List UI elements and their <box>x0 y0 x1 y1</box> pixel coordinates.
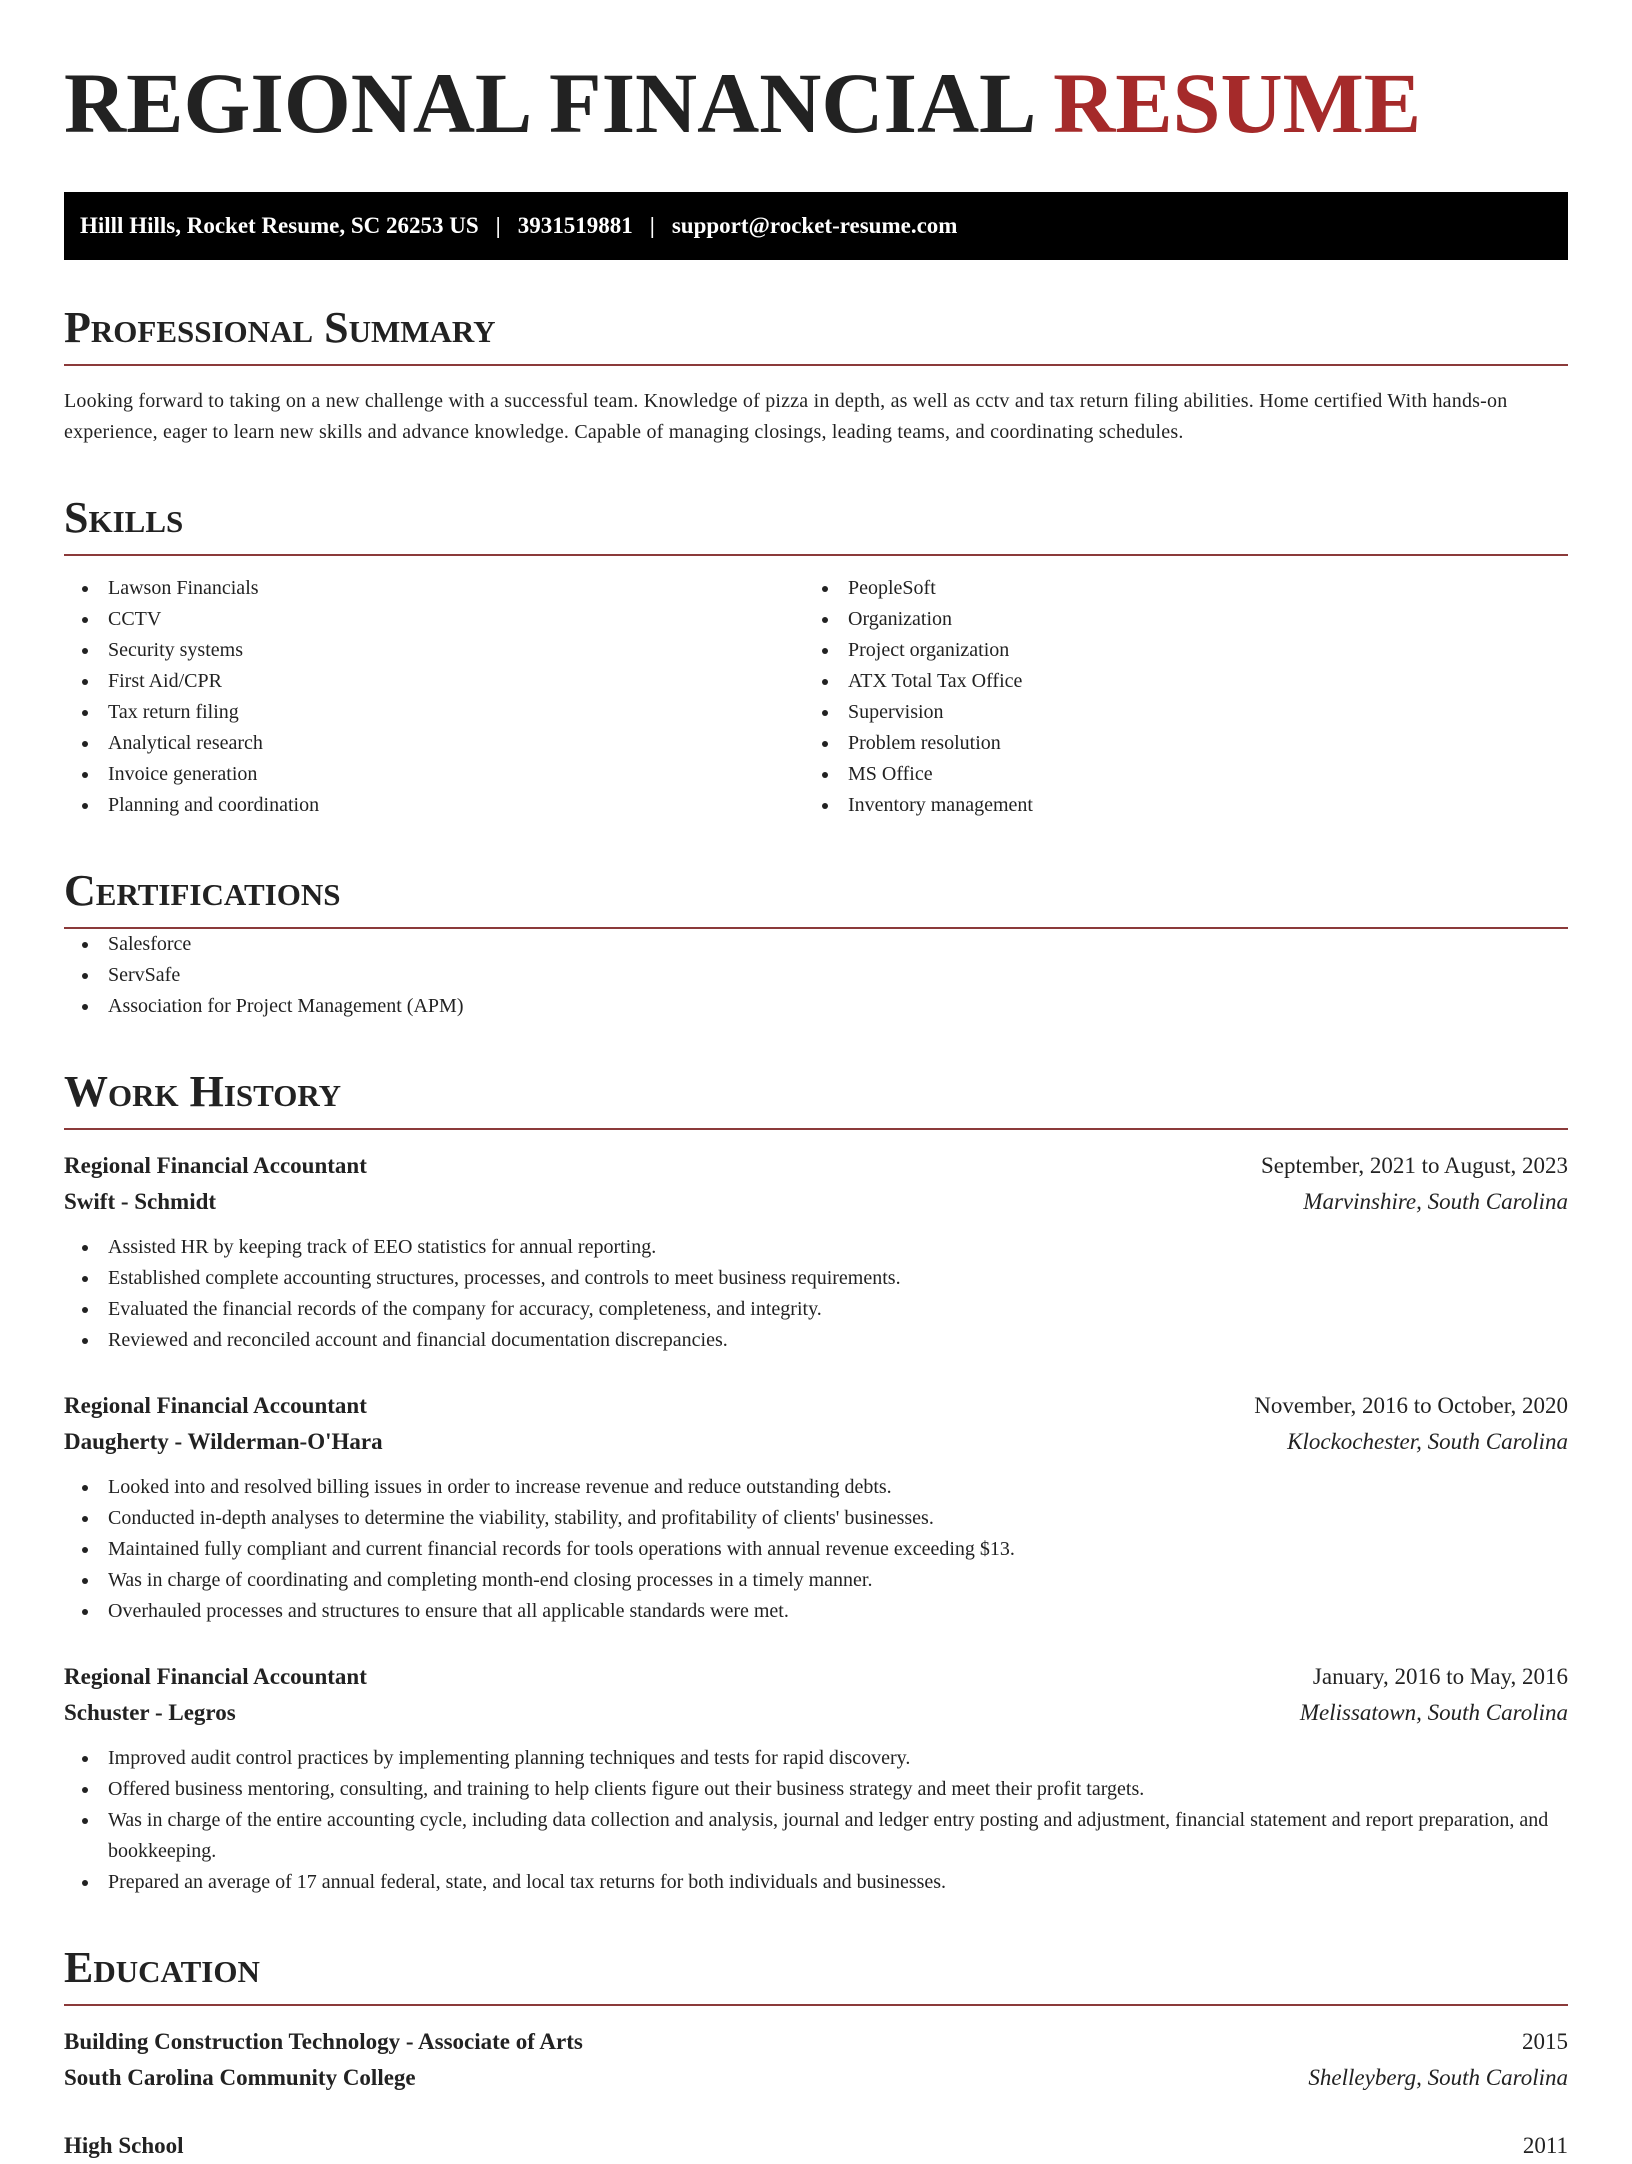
skills-columns <box>64 573 1568 821</box>
education-school-row <box>64 2060 1568 2096</box>
job-company-row <box>64 1424 1568 1460</box>
job-company-row <box>64 1184 1568 1220</box>
skill-item: Analytical research <box>64 728 804 759</box>
job-bullet: Evaluated the financial records of the company for accuracy, completeness, and integrity. <box>64 1294 1568 1325</box>
summary-heading: Professional Summary <box>64 304 1568 366</box>
skill-item: Project organization <box>804 635 1544 666</box>
job-entry <box>64 1659 1568 1898</box>
job-bullet: Reviewed and reconciled account and financial documentation discrepancies. <box>64 1325 1568 1356</box>
job-bullet: Prepared an average of 17 annual federal, state, and local tax returns for both individuals and businesses. <box>64 1867 1568 1898</box>
job-entry <box>64 1148 1568 1356</box>
skill-item: Planning and coordination <box>64 790 804 821</box>
job-header-row <box>64 1148 1568 1184</box>
summary-text: Looking forward to taking on a new challenge with a successful team. Knowledge of pizza in depth, as well as cctv and tax return filing abilities. Home certified With hands-on experience, eager to learn new skills and advance knowledge. Capable of managing closings, leading teams, and coordinating schedules. <box>64 390 1508 443</box>
certifications-list <box>64 929 1568 1022</box>
certification-item: Association for Project Management (APM) <box>64 991 1568 1022</box>
job-dates: November, 2016 to October, 2020 <box>1254 1393 1568 1418</box>
job-entry <box>64 1388 1568 1627</box>
job-location: Klockochester, South Carolina <box>1287 1429 1568 1454</box>
job-title: Regional Financial Accountant <box>64 1153 367 1178</box>
certifications-section <box>64 867 1568 1022</box>
job-company-row <box>64 1695 1568 1731</box>
work-history-heading: Work History <box>64 1068 1568 1130</box>
contact-phone: 3931519881 <box>517 213 633 238</box>
job-location: Marvinshire, South Carolina <box>1303 1189 1568 1214</box>
job-bullets <box>64 1232 1568 1356</box>
job-bullets <box>64 1472 1568 1627</box>
work-history-section <box>64 1068 1568 1898</box>
contact-address: Hilll Hills, Rocket Resume, SC 26253 US <box>80 213 479 238</box>
summary-section <box>64 304 1568 448</box>
certifications-heading: Certifications <box>64 867 1568 929</box>
skill-item: Tax return filing <box>64 697 804 728</box>
education-entry <box>64 2128 1568 2164</box>
job-bullet: Offered business mentoring, consulting, and training to help clients figure out their business strategy and meet their profit targets. <box>64 1774 1568 1805</box>
job-company: Swift - Schmidt <box>64 1189 217 1214</box>
certification-item: Salesforce <box>64 929 1568 960</box>
skill-item: Organization <box>804 604 1544 635</box>
job-bullet: Established complete accounting structures, processes, and controls to meet business requirements. <box>64 1263 1568 1294</box>
job-bullet: Looked into and resolved billing issues in order to increase revenue and reduce outstanding debts. <box>64 1472 1568 1503</box>
skill-item: Security systems <box>64 635 804 666</box>
job-bullet: Was in charge of coordinating and completing month-end closing processes in a timely manner. <box>64 1565 1568 1596</box>
job-company: Schuster - Legros <box>64 1700 236 1725</box>
skills-heading: Skills <box>64 494 1568 556</box>
education-location: Shelleyberg, South Carolina <box>1308 2065 1568 2090</box>
contact-bar <box>64 192 1568 260</box>
education-year: 2011 <box>1522 2133 1568 2158</box>
job-bullet: Conducted in-depth analyses to determine the viability, stability, and profitability of clients' businesses. <box>64 1503 1568 1534</box>
skills-list-right <box>804 573 1544 821</box>
skill-item: Problem resolution <box>804 728 1544 759</box>
job-dates: January, 2016 to May, 2016 <box>1312 1664 1568 1689</box>
education-header-row <box>64 2128 1568 2164</box>
education-heading: Education <box>64 1944 1568 2006</box>
skill-item: MS Office <box>804 759 1544 790</box>
education-degree: Building Construction Technology - Associate of Arts <box>64 2029 583 2054</box>
skill-item: First Aid/CPR <box>64 666 804 697</box>
skills-section <box>64 494 1568 821</box>
job-bullet: Overhauled processes and structures to ensure that all applicable standards were met. <box>64 1596 1568 1627</box>
skill-item: ATX Total Tax Office <box>804 666 1544 697</box>
job-location: Melissatown, South Carolina <box>1299 1700 1568 1725</box>
job-company: Daugherty - Wilderman-O'Hara <box>64 1429 383 1454</box>
skill-item: Lawson Financials <box>64 573 804 604</box>
skills-list-left <box>64 573 804 821</box>
job-dates: September, 2021 to August, 2023 <box>1260 1153 1568 1178</box>
skill-item: Supervision <box>804 697 1544 728</box>
contact-separator: | <box>649 213 655 238</box>
education-school: South Carolina Community College <box>64 2065 416 2090</box>
job-bullet: Assisted HR by keeping track of EEO statistics for annual reporting. <box>64 1232 1568 1263</box>
education-section <box>64 1944 1568 2164</box>
job-bullet: Maintained fully compliant and current financial records for tools operations with annual revenue exceeding $13. <box>64 1534 1568 1565</box>
education-year: 2015 <box>1522 2029 1568 2054</box>
job-title: Regional Financial Accountant <box>64 1664 367 1689</box>
contact-separator: | <box>495 213 501 238</box>
education-header-row <box>64 2024 1568 2060</box>
title-main: REGIONAL FINANCIAL <box>64 55 1032 151</box>
skill-item: Inventory management <box>804 790 1544 821</box>
job-bullets <box>64 1743 1568 1898</box>
skill-item: PeopleSoft <box>804 573 1544 604</box>
skill-item: CCTV <box>64 604 804 635</box>
resume-title <box>64 55 1568 151</box>
skill-item: Invoice generation <box>64 759 804 790</box>
job-bullet: Improved audit control practices by implementing planning techniques and tests for rapid discovery. <box>64 1743 1568 1774</box>
education-degree: High School <box>64 2133 184 2158</box>
job-title: Regional Financial Accountant <box>64 1393 367 1418</box>
job-header-row <box>64 1388 1568 1424</box>
contact-email: support@rocket-resume.com <box>671 213 958 238</box>
title-accent: RESUME <box>1053 55 1422 151</box>
education-entry <box>64 2024 1568 2096</box>
certification-item: ServSafe <box>64 960 1568 991</box>
job-bullet: Was in charge of the entire accounting cycle, including data collection and analysis, journal and ledger entry posting and adjustment, financial statement and report preparation, and bookkeeping. <box>64 1805 1568 1867</box>
job-header-row <box>64 1659 1568 1695</box>
